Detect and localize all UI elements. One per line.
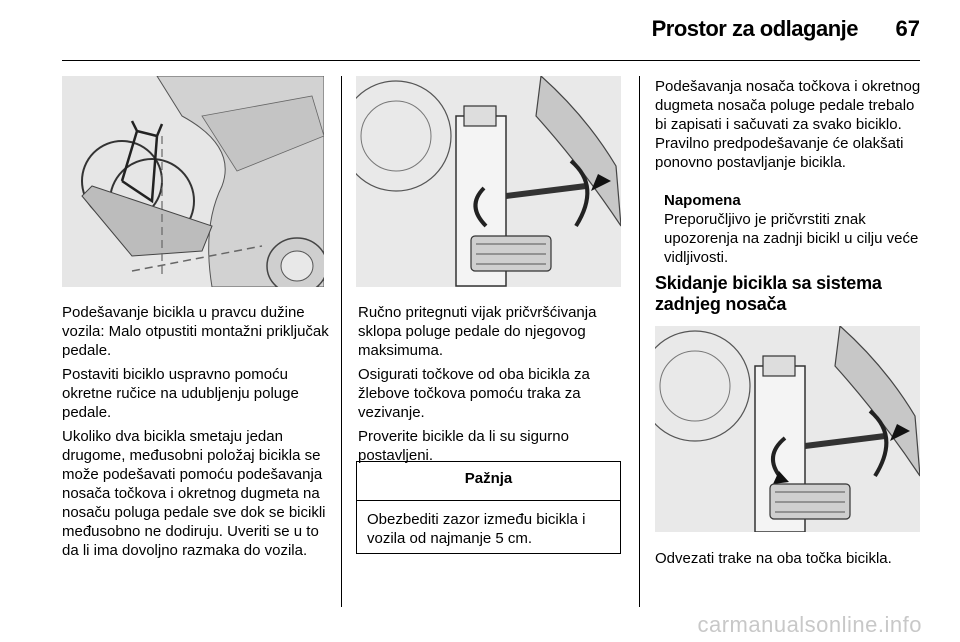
page-header bbox=[0, 0, 960, 62]
caption-untie-straps bbox=[655, 549, 925, 573]
warning-rule bbox=[357, 500, 620, 501]
column-divider-1 bbox=[341, 76, 342, 607]
watermark-text: carmanualsonline.info bbox=[697, 612, 922, 637]
paragraph-untie-straps: Odvezati trake na oba točka bicikla. bbox=[655, 550, 892, 567]
bicycle-carrier-illustration bbox=[62, 76, 324, 287]
pedal-clamp-illustration bbox=[356, 76, 621, 287]
column-divider-2 bbox=[639, 76, 640, 607]
column-1-text bbox=[62, 303, 330, 565]
paragraph-upright: Postaviti biciklo uspravno pomoću okretne ručice na udubljenju poluge pedale. bbox=[62, 366, 299, 421]
paragraph-record-settings: Podešavanja nosača točkova i okretnog dugmeta nosača poluge pedale trebalo bi zapisati i sačuvati za svako biciklo. Pravilno predpodešavanje će olakšati ponovno postavljanje bicikla. bbox=[655, 78, 921, 171]
paragraph-check-secure: Proverite bicikle da li su sigurno postavljeni. bbox=[358, 428, 569, 464]
column-2-text bbox=[358, 303, 626, 470]
column-3-text bbox=[655, 77, 925, 177]
figure-pedal-clamp-tightening bbox=[356, 76, 621, 287]
figure-pedal-clamp-release bbox=[655, 326, 920, 532]
pedal-release-illustration bbox=[655, 326, 920, 532]
header-rule bbox=[62, 60, 920, 61]
paragraph-secure-wheels: Osigurati točkove od oba bicikla za žlebove točkova pomoću traka za vezivanje. bbox=[358, 366, 590, 421]
paragraph-two-bikes: Ukoliko dva bicikla smetaju jedan drugome, međusobni položaj bicikla se može podešavati pomoću podešavanja nosača točkova i okretnog dugmeta na nosaču poluga pedale sve dok se bicikli međusobno ne dodiruju. Uveriti se u to da li ima dovoljno razmaka do vozila. bbox=[62, 428, 326, 559]
note-body: Preporučljivo je pričvrstiti znak upozorenja na zadnji bicikl u cilju veće vidljivosti. bbox=[664, 211, 919, 266]
note-block bbox=[664, 191, 920, 267]
paragraph-adjust-length: Podešavanje bicikla u pravcu dužine vozila: Malo otpustiti montažni priključak pedale. bbox=[62, 304, 329, 359]
section-heading-removal: Skidanje bicikla sa sistema zadnjeg nosača bbox=[655, 273, 882, 314]
note-title: Napomena bbox=[664, 192, 741, 209]
paragraph-tighten-screw: Ručno pritegnuti vijak pričvršćivanja sklopa poluge pedale do njegovog maksimuma. bbox=[358, 304, 597, 359]
warning-title: Pažnja bbox=[464, 470, 513, 487]
warning-body: Obezbediti zazor između bicikla i vozila od najmanje 5 cm. bbox=[367, 511, 586, 547]
page-title: Prostor za odlaganje bbox=[651, 16, 858, 41]
warning-box bbox=[356, 461, 621, 554]
figure-bicycle-on-rear-carrier bbox=[62, 76, 324, 287]
page-number: 67 bbox=[895, 16, 920, 41]
